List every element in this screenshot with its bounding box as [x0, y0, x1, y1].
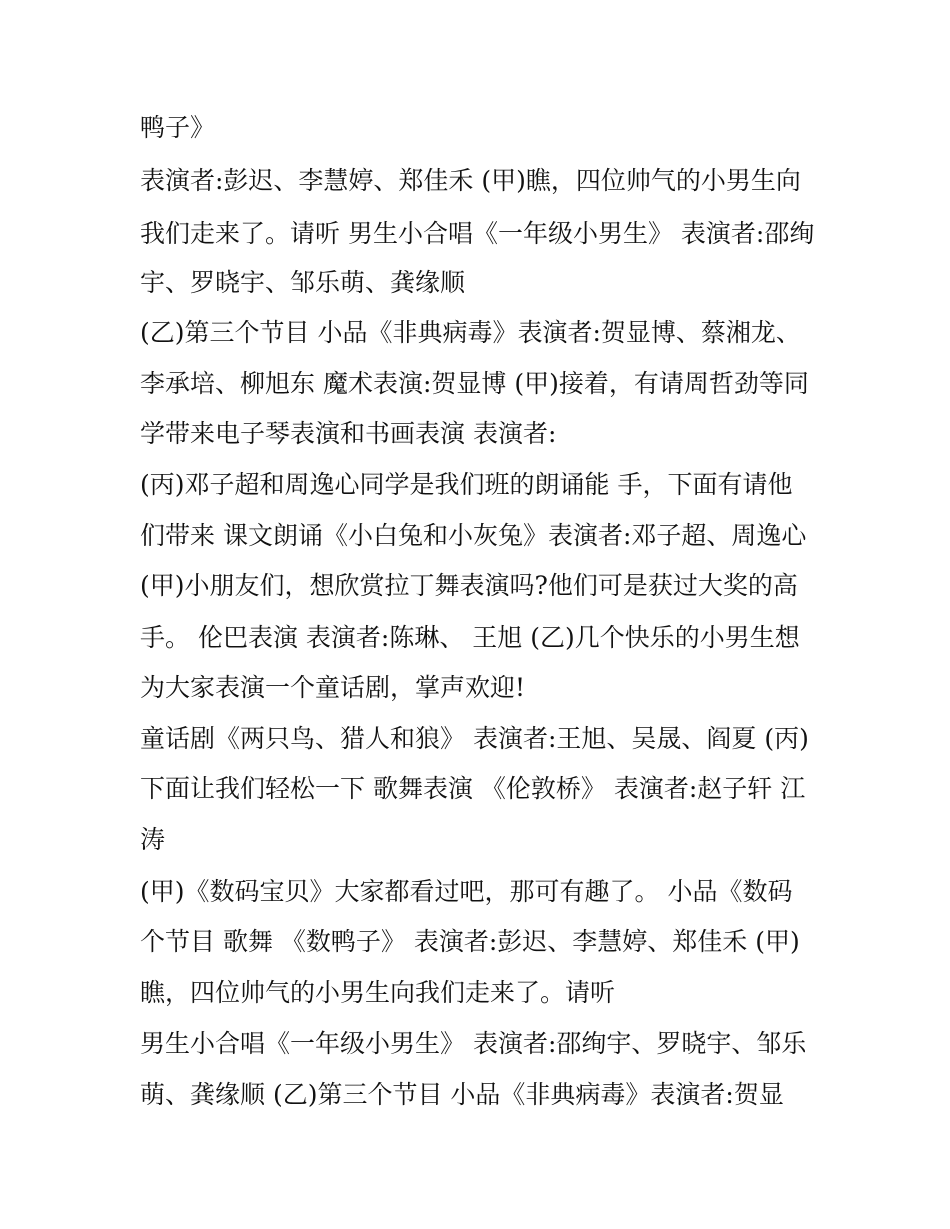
- text-line: 我们走来了。请听 男生小合唱《一年级小男生》 表演者:邵绚: [140, 219, 815, 248]
- text-line: 个节目 歌舞 《数鸭子》 表演者:彭迟、李慧婷、郑佳禾 (甲): [140, 927, 800, 956]
- text-line: 男生小合唱《一年级小男生》 表演者:邵绚宇、罗晓宇、邹乐: [140, 1029, 807, 1058]
- text-line: 表演者:彭迟、李慧婷、郑佳禾 (甲)瞧，四位帅气的小男生向: [140, 166, 801, 195]
- text-line: 瞧，四位帅气的小男生向我们走来了。请听: [140, 978, 616, 1007]
- text-line: 鸭子》: [140, 113, 216, 142]
- text-line: (甲)小朋友们，想欣赏拉丁舞表演吗?他们可是获过大奖的高: [140, 571, 798, 600]
- text-line: 萌、龚缘顺 (乙)第三个节目 小品《非典病毒》表演者:贺显: [140, 1080, 784, 1109]
- text-line: (丙)邓子超和周逸心同学是我们班的朗诵能 手，下面有请他: [140, 470, 793, 499]
- text-line: 手。 伦巴表演 表演者:陈琳、 王旭 (乙)几个快乐的小男生想: [140, 623, 800, 652]
- text-line: (甲)《数码宝贝》大家都看过吧，那可有趣了。 小品《数码: [140, 877, 793, 906]
- text-line: 涛: [140, 825, 166, 854]
- text-line: 为大家表演一个童话剧，掌声欢迎!: [140, 673, 526, 702]
- text-line: 学带来电子琴表演和书画表演 表演者:: [140, 419, 557, 448]
- text-line: 李承培、柳旭东 魔术表演:贺显博 (甲)接着，有请周哲劲等同: [140, 369, 809, 398]
- text-line: 们带来 课文朗诵《小白兔和小灰兔》表演者:邓子超、周逸心: [140, 521, 807, 550]
- text-line: 宇、罗晓宇、邹乐萌、龚缘顺: [140, 268, 466, 297]
- text-line: 下面让我们轻松一下 歌舞表演 《伦敦桥》 表演者:赵子轩 江: [140, 774, 806, 803]
- text-line: (乙)第三个节目 小品《非典病毒》表演者:贺显博、蔡湘龙、: [140, 318, 801, 347]
- text-line: 童话剧《两只鸟、猎人和狼》 表演者:王旭、吴晟、阎夏 (丙): [140, 724, 809, 753]
